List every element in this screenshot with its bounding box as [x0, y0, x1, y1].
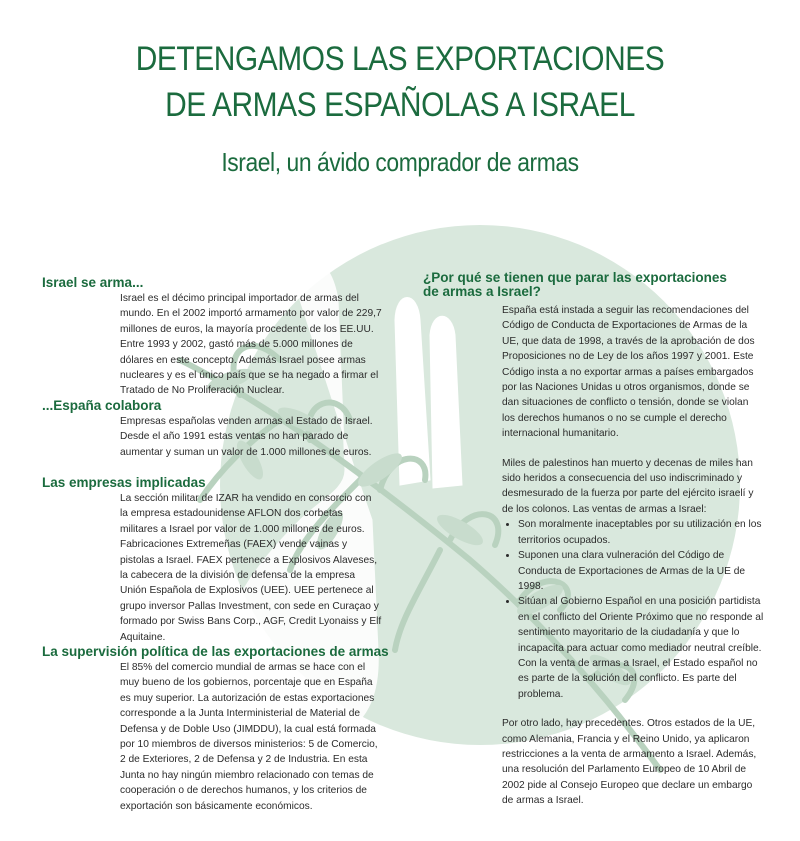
text-empresas-implicadas — [120, 491, 382, 645]
right-paragraph-2: Miles de palestinos han muerto y decenas de miles han sido heridos a consecuencia del uso indiscriminado y desmesurado de la fuerza por parte del ejército israelí y de los colonos. Las ventas de armas a Israel: — [502, 457, 754, 515]
right-bullet-list — [502, 517, 764, 702]
page-subtitle: Israel, un ávido comprador de armas — [221, 147, 579, 177]
page-title-line-2: DE ARMAS ESPAÑOLAS A ISRAEL — [165, 86, 635, 124]
right-paragraph-3: Por otro lado, hay precedentes. Otros estados de la UE, como Alemania, Francia y el Reino Unido, ya aplicaron restricciones a la venta de armamento a Israel. Además, una resolución del Parlamento Europeo de 10 Abril de 2002 pide al Consejo Europeo que declare un embargo de armas a Israel. — [502, 718, 757, 807]
heading-por-que-line-2: de armas a Israel? — [423, 284, 541, 299]
heading-supervision-politica: La supervisión política de las exportaciones de armas — [42, 644, 389, 659]
right-paragraph-1: España está instada a seguir las recomendaciones del Código de Conducta de Exportaciones de Armas de la UE, que data de 1998, a través de la aprobación de dos Proposiciones no de Ley de los años 1997 y 2001. Este Código insta a no exportar armas a países embargados por las Naciones Unidas u otros organismos, donde se dan situaciones de conflicto o tensión, donde se violan los derechos humanos o no se cumple el derecho internacional humanitario. — [502, 305, 755, 440]
text-israel-se-arma: Israel es el décimo principal importador de armas del mundo. En el 2002 importó armamento por valor de 229,7 millones de euros, la mayoría procedente de los EE.UU. Entre 1993 y 2002, gastó más de 5.000 millones de dólares en este concepto. Además Israel posee armas nucleares y es el único país que se ha negado a firmar el Tratado de No Proliferación Nuclear. — [120, 293, 382, 397]
text-espana-colabora: Empresas españolas venden armas al Estado de Israel. Desde el año 1991 estas ventas no han parado de aumentar y suman un valor de 1.000 millones de euros. — [120, 416, 373, 458]
heading-espana-colabora: ...España colabora — [42, 398, 162, 413]
heading-por-que-parar — [423, 271, 753, 299]
right-bullet-item: • Suponen una clara vulneración del Código de Conducta de Exportaciones de Armas de la UE de 1998. — [518, 548, 764, 594]
right-bullet-item: • Son moralmente inaceptables por su utilización en los territorios ocupados. — [518, 517, 764, 548]
right-bullet-item: • Sitúan al Gobierno Español en una posición partidista en el conflicto del Oriente Próximo que no responde al sentimiento mayoritario de la ciudadanía y que lo incapacita para actuar como mediador neutral creíble. Con la venta de armas a Israel, el Estado español no es parte de la solución del conflicto. Es parte del problema. — [518, 594, 764, 702]
empresas-paragraph-2: Fabricaciones Extremeñas (FAEX) vende vainas y pistolas a Israel. FAEX pertenece a Explosivos Alaveses, la cabecera de la división de defensa de la empresa Unión Española de Explosivos (UEE). UEE pertenece al grupo inversor Pallas Investment, con sede en Curaçao y formado por Swiss Bans Corp., AGF, Credit Lyonaiss y Elf Aquitaine. — [120, 539, 382, 643]
heading-israel-se-arma: Israel se arma... — [42, 275, 144, 290]
empresas-paragraph-1: La sección militar de IZAR ha vendido en consorcio con la empresa estadounidense AFLON dos corbetas militares a Israel por valor de 1.000 millones de euros. — [120, 493, 372, 535]
heading-empresas-implicadas: Las empresas implicadas — [42, 475, 206, 490]
text-por-que-parar — [502, 303, 764, 809]
heading-por-que-line-1: ¿Por qué se tienen que parar las exportaciones — [423, 270, 727, 285]
page-title-line-1: DETENGAMOS LAS EXPORTACIONES — [135, 40, 665, 78]
text-supervision-politica: El 85% del comercio mundial de armas se hace con el muy bueno de los gobiernos, porcentaje que en España es muy superior. La autorización de estas exportaciones corresponde a la Junta Interministerial de Material de Defensa y de Doble Uso (JIMDDU), la cual está formada por 10 miembros de diversos ministerios: 5 de Comercio, 2 de Exteriores, 2 de Defensa y 2 de Industria. En esta Junta no hay ningún miembro relacionado con temas de cooperación o de derechos humanos, y los criterios de exportación son básicamente económicos. — [120, 662, 378, 812]
